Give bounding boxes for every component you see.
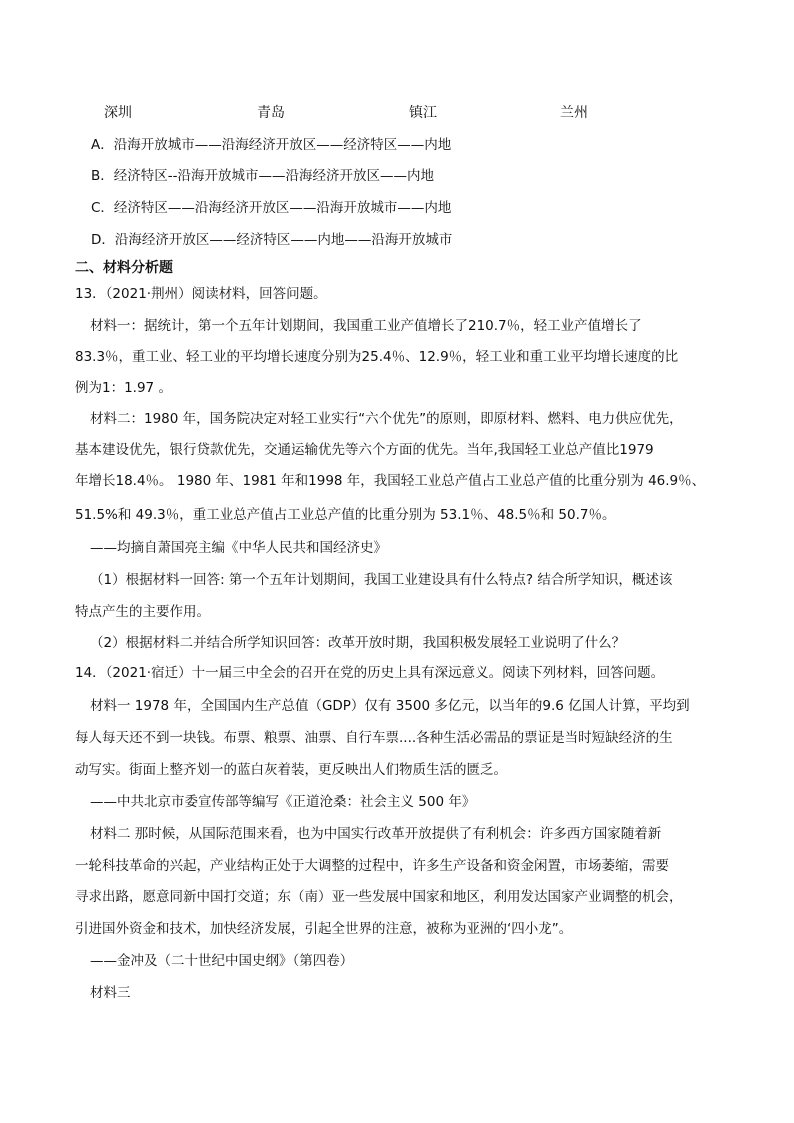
- q14-material2-line2: 一轮科技革命的兴起，产业结构正处于大调整的过程中，许多生产设备和资金闲置，市场萎缩，需要: [75, 858, 669, 874]
- option-a: A．沿海开放城市——沿海经济开放区——经济特区——内地: [91, 137, 452, 153]
- q14-material2-line3: 寻求出路，愿意同新中国打交道；东（南）亚一些发展中国家和地区，利用发达国家产业调整的机会，: [75, 889, 683, 905]
- q14-material3-label: 材料三: [90, 985, 131, 1001]
- q13-material1-line3: 例为1：1.97 。: [75, 380, 172, 396]
- q14-source2: ——金冲及（二十世纪中国史纲》（第四卷）: [90, 953, 354, 969]
- q13-material2-line1: 材料二：1980 年，国务院决定对轻工业实行“六个优先”的原则，即原材料、燃料、电力供应优先，: [90, 411, 683, 427]
- q14-material1-line2: 每人每天还不到一块钱。布票、粮票、油票、自行车票....各种生活必需品的票证是当时短缺经济的生: [75, 730, 673, 746]
- q13-sub1-line2: 特点产生的主要作用。: [75, 604, 210, 620]
- q13-material1-line1: 材料一：据统计，第一个五年计划期间，我国重工业产值增长了210.7％，轻工业产值增长了: [90, 318, 642, 334]
- q14-material2-line4: 引进国外资金和技术，加快经济发展，引起全世界的注意，被称为亚洲的‘四小龙”。: [75, 921, 573, 937]
- q14-material1-line3: 动写实。街面上整齐划一的蓝白灰着装，更反映出人们物质生活的匮乏。: [75, 762, 507, 778]
- q13-material2-line2: 基本建设优先，银行贷款优先，交通运输优先等六个方面的优先。当年,我国轻工业总产值比1979: [75, 442, 654, 458]
- option-b: B．经济特区--沿海开放城市——沿海经济开放区——内地: [91, 168, 435, 184]
- option-c: C．经济特区——沿海经济开放区——沿海开放城市——内地: [91, 200, 452, 216]
- q14-material1-line1: 材料一 1978 年，全国国内生产总值（GDP）仅有 3500 多亿元，以当年的9.6 亿国人计算，平均到: [90, 698, 690, 714]
- place-zhenjiang: 镇江: [409, 105, 437, 121]
- place-lanzhou: 兰州: [560, 105, 588, 121]
- q14-source1: ——中共北京市委宣传部等编写《正道沧桑：社会主义 500 年》: [90, 794, 476, 810]
- q13-material2-line3: 年增长18.4％。 1980 年、1981 年和1998 年，我国轻工业总产值占工业总产值的比重分别为 46.9％、: [75, 473, 706, 489]
- section-heading: 二、材料分析题: [75, 260, 173, 276]
- q13-source: ——均摘自萧国亮主编《中华人民共和国经济史》: [90, 540, 387, 556]
- q14-stem: 14．（2021·宿迁）十一届三中全会的召开在党的历史上具有深远意义。阅读下列材料，回答问题。: [75, 665, 665, 681]
- q13-material2-line4: 51.5%和 49.3％，重工业总产值占工业总产值的比重分别为 53.1％、48.5％和 50.7％。: [75, 507, 616, 523]
- q13-material1-line2: 83.3％，重工业、轻工业的平均增长速度分别为25.4％、12.9％，轻工业和重工业平均增长速度的比: [75, 349, 679, 365]
- place-qingdao: 青岛: [257, 105, 285, 121]
- q14-material2-line1: 材料二 那时候，从国际范围来看，也为中国实行改革开放提供了有利机会：许多西方国家随着新: [90, 826, 662, 842]
- q13-sub1-line1: （1）根据材料一回答: 第一个五年计划期间，我国工业建设具有什么特点? 结合所学知识，概述该: [90, 572, 673, 588]
- q13-sub2: （2）根据材料二并结合所学知识回答：改革开放时期，我国积极发展轻工业说明了什么？: [90, 635, 626, 651]
- q13-stem: 13．（2021·荆州）阅读材料，回答问题。: [75, 286, 327, 302]
- option-d: D．沿海经济开放区——经济特区——内地——沿海开放城市: [91, 232, 453, 248]
- place-shenzhen: 深圳: [104, 105, 132, 121]
